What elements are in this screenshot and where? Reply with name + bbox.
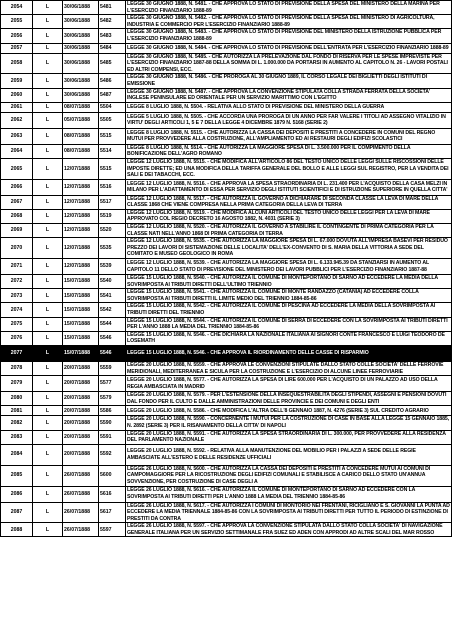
row-description: LEGGE 12 LUGLIO 1888, N. 5535. - CHE AUTORIZZA LA MAGGIORE SPESA DI L. 67.000 DOVUTA ALL'IMPRESA BASEVI PER RESIDUO PREZZO DEI LAVORI DI SISTEMAZIONE DELLE LOCALITA' DELL'EX-CONVENTO DI S. MARIA DELLA VITTORIA A SEDE DEL COMITATO E MUSEO GEOLOGICO IN ROMA: [126, 238, 452, 259]
row-type: L: [33, 465, 63, 486]
row-description: LEGGE 15 LUGLIO 1888, N. 5546. - CHE DICHIARA LA NAZIONALE ITALIANA AI SIGNORI CONTE FRANCESCO E LUIGI TEODORO DE LOSEMATH: [126, 331, 452, 345]
table-row: [1, 102, 452, 112]
row-type: L: [33, 1, 63, 15]
row-date: 15/07/1888: [63, 289, 99, 303]
row-date: 20/07/1888: [63, 416, 99, 430]
row-number: 2069: [1, 224, 33, 238]
row-act-number: 5535: [99, 238, 126, 259]
row-act-number: 5539: [99, 259, 126, 275]
row-act-number: 5519: [99, 209, 126, 223]
row-date: 20/07/1888: [63, 444, 99, 465]
row-type: L: [33, 444, 63, 465]
row-description: LEGGE 12 LUGLIO 1888, N. 5539. - CHE AUTORIZZA LA MAGGIORE SPESA DI L. 6.133.945.39 DA STANZIARSI IN AUMENTO AL CAPITOLO 11 DELLO STATO DI PREVISIONE DEL MINISTERO DEI LAVORI PUBBLICI PER L'ESERCIZIO FINANZIARIO 1887-88: [126, 259, 452, 275]
row-number: 2065: [1, 158, 33, 179]
row-type: L: [33, 179, 63, 195]
row-number: 2086: [1, 486, 33, 502]
table-row: [1, 53, 452, 74]
row-description: LEGGE 20 LUGLIO 1888, N. 5577. - CHE AUTORIZZA LA SPESA DI LIRE 600.000 PER L'ACQUISTO DI UN PALAZZO AD USO DELLA REGIA AMBASCIATA IN MADRID: [126, 376, 452, 392]
row-number: 2058: [1, 53, 33, 74]
row-description: LEGGE 26 LUGLIO 1888, N. 5616. - CHE AUTORIZZA IL COMUNE DI MONTEPORTANO DI SARNO AD ECCEDERE CON LA SOVRIMPOSTA AI TRIBUTI DIRETTI PER L'ANNO 1888 LA MEDIA DEL TRIENNIO 1884-85-86: [126, 486, 452, 502]
table-row: [1, 502, 452, 523]
row-act-number: 5481: [99, 1, 126, 15]
row-number: 2087: [1, 502, 33, 523]
row-type: L: [33, 15, 63, 29]
row-number: 2075: [1, 317, 33, 331]
table-row: [1, 15, 452, 29]
table-row: [1, 303, 452, 317]
row-description: LEGGE 5 LUGLIO 1888, N. 5505. - CHE ACCORDA UNA PROROGA DI UN ANNO PER FAR VALERE I TITOLI AD ASSEGNO VITALIZIO IN VIRTU' DEGLI ARTICOLI 1, 5 E 7 DELLA LEGGE 4 DICEMBRE 1879 N. 5168 (SERIE 2): [126, 112, 452, 128]
row-act-number: 5540: [99, 275, 126, 289]
row-number: 2077: [1, 345, 33, 361]
row-date: 26/07/1888: [63, 502, 99, 523]
row-description: LEGGE 8 LUGLIO 1888, N. 5504. - RELATIVA ALLO STATO DI PREVISIONE DEL MINISTERO DELLA GUERRA: [126, 102, 452, 112]
row-date: 30/06/1888: [63, 1, 99, 15]
row-act-number: 5515: [99, 158, 126, 179]
row-date: 12/07/1888: [63, 158, 99, 179]
row-date: 30/06/1888: [63, 74, 99, 88]
row-date: 20/07/1888: [63, 361, 99, 375]
row-date: 20/07/1888: [63, 430, 99, 444]
row-date: 20/07/1888: [63, 406, 99, 416]
table-row: [1, 43, 452, 53]
table-row: [1, 430, 452, 444]
row-description: LEGGE 20 LUGLIO 1888, N. 5590. - CONCERNENTE I MUTUI PER LA COSTRUZIONE DI CASE IN BASE ALLA LEGGE 15 GENNAIO 1885, N. 2892 (SERIE 3) PER IL RISANAMENTO DELLA CITTA' DI NAPOLI: [126, 416, 452, 430]
row-act-number: 5591: [99, 430, 126, 444]
row-number: 2072: [1, 275, 33, 289]
row-description: LEGGE 15 LUGLIO 1888, N. 5541. - CHE AUTORIZZA IL COMUNE DI MONTE RANDAZZO (CATANIA) AD ECCEDERE COLLA SOVRIMPOSTA AI TRIBUTI DIRETTI IL LIMITE MEDIO DEL TRIENNIO 1884-85-86: [126, 289, 452, 303]
row-type: L: [33, 209, 63, 223]
table-row: [1, 112, 452, 128]
row-number: 2073: [1, 289, 33, 303]
table-row: [1, 195, 452, 209]
row-type: L: [33, 128, 63, 144]
row-number: 2057: [1, 43, 33, 53]
row-type: L: [33, 376, 63, 392]
row-type: L: [33, 259, 63, 275]
row-description: LEGGE 20 LUGLIO 1888, N. 5586. - CHE MODIFICA L'ALTRA DELL'8 GENNAIO 1887, N. 4276 (SERIE 3) SUL CREDITO AGRARIO: [126, 406, 452, 416]
row-act-number: 5544: [99, 317, 126, 331]
row-description: LEGGE 26 LUGLIO 1888, N. 5600. - CHE AUTORIZZA LA CASSA DEI DEPOSITI E PRESTITI A CONCEDERE MUTUI AI COMUNI DI CAMPOMAGGIORE PER LA RICOSTRUZIONE DEGLI EDIFIZI COMUNALI E STABILISCE A CARICO DELLO STATO UN'ANNUA SOVVENZIONE, PER COSTRUZIONE DI CASE DEGLI A: [126, 465, 452, 486]
table-row: [1, 361, 452, 375]
table-row: [1, 486, 452, 502]
row-act-number: 5590: [99, 416, 126, 430]
row-description: LEGGE 20 LUGLIO 1888, N. 5592. - RELATIVA ALLA MANUTENZIONE DEL MOBILIO PER I PALAZZI A SEDE DELLE REGIE AMBASCIATE ALL'ESTERO E DELLE RESIDENZE UFFICIALI: [126, 444, 452, 465]
table-row: [1, 158, 452, 179]
row-description: LEGGE 15 LUGLIO 1888, N. 5544. - CHE AUTORIZZA IL COMUNE DI SERRA DI ECCEDERE CON LA SOVRIMPOSTA AI TRIBUTI DIRETTI PER L'ANNO 1888 LA MEDIA DEL TRIENNIO 1884-85-86: [126, 317, 452, 331]
row-number: 2080: [1, 392, 33, 406]
row-number: 2056: [1, 29, 33, 43]
register-rows: [1, 1, 452, 537]
row-type: L: [33, 523, 63, 537]
table-row: [1, 224, 452, 238]
row-act-number: 5617: [99, 502, 126, 523]
row-act-number: 5600: [99, 465, 126, 486]
table-row: [1, 406, 452, 416]
table-row: [1, 259, 452, 275]
row-date: 30/06/1888: [63, 88, 99, 102]
row-date: 15/07/1888: [63, 303, 99, 317]
row-number: 2070: [1, 238, 33, 259]
row-act-number: 5546: [99, 331, 126, 345]
row-act-number: 5579: [99, 392, 126, 406]
table-row: [1, 345, 452, 361]
row-description: LEGGE 12 LUGLIO 1888, N. 5516. - CHE APPROVA LA SPESA STRAORDINARIA DI L. 231.400 PER L'ACQUISTO DELLA CASA MELZI IN MILANO PER L'ADATTAMENTO DI ESSA PER SERVIZIO DEGLI ISTITUTI SCIENTIFICI E DI ISTRUZIONE SUPERIORE IN QUELLA CITTA': [126, 179, 452, 195]
row-number: 2074: [1, 303, 33, 317]
row-act-number: 5483: [99, 29, 126, 43]
row-date: 12/07/1888: [63, 179, 99, 195]
table-row: [1, 144, 452, 158]
row-type: L: [33, 29, 63, 43]
row-date: 15/07/1888: [63, 331, 99, 345]
row-type: L: [33, 74, 63, 88]
row-type: L: [33, 331, 63, 345]
row-type: L: [33, 345, 63, 361]
table-row: [1, 465, 452, 486]
row-date: 12/07/1888: [63, 209, 99, 223]
row-date: 30/06/1888: [63, 15, 99, 29]
row-number: 2076: [1, 331, 33, 345]
row-description: LEGGE 12 LUGLIO 1888, N. 5520. - CHE AUTORIZZA IL GOVERNO A STABILIRE IL CONTINGENTE DI PRIMA CATEGORIA PER LA CLASSE NATI NELL'ANNO 1868 DI PRIMA CATEGORIA DI TERRA: [126, 224, 452, 238]
row-number: 2062: [1, 112, 33, 128]
row-date: 30/06/1888: [63, 43, 99, 53]
row-act-number: 5486: [99, 74, 126, 88]
row-type: L: [33, 195, 63, 209]
row-type: L: [33, 112, 63, 128]
row-type: L: [33, 88, 63, 102]
row-type: L: [33, 406, 63, 416]
row-number: 2068: [1, 209, 33, 223]
row-description: LEGGE 8 LUGLIO 1888, N. 5515. - CHE AUTORIZZA LA CASSA DEI DEPOSITI E PRESTITI A CONCEDERE IN COMUNI DEL REGNO MUTUI PER PROVVEDERE ALLA COSTRUZIONE, ALL'AMPLIAMENTO ED AI RESTAURI DEGLI EDIFIZI SCOLASTICI: [126, 128, 452, 144]
row-date: 30/06/1888: [63, 29, 99, 43]
row-date: 26/07/1888: [63, 465, 99, 486]
row-date: 12/07/1888: [63, 238, 99, 259]
row-number: 2083: [1, 430, 33, 444]
row-number: 2055: [1, 15, 33, 29]
table-row: [1, 444, 452, 465]
row-date: 15/07/1888: [63, 317, 99, 331]
row-type: L: [33, 317, 63, 331]
table-row: [1, 376, 452, 392]
row-type: L: [33, 430, 63, 444]
row-type: L: [33, 158, 63, 179]
row-act-number: 5616: [99, 486, 126, 502]
row-description: LEGGE 20 LUGLIO 1888, N. 5591. - CHE AUTORIZZA LA SPESA STRAORDINARIA DI L. 300.000, PER PROVVEDERE ALLA RESIDENZA DEL PARLAMENTO NAZIONALE: [126, 430, 452, 444]
row-description: LEGGE 20 LUGLIO 1888, N. 5579. - PER L'ESTENSIONE DELLA INSEQUESTRABILITA DEGLI STIPENDI, ASSEGNI E PENSIONI DOVUTI DAL FONDO PER IL CULTO E DALLE AMMINISTRAZIONI DELLE PROVINCIE E DEI COMUNI E DEGLI ENTI: [126, 392, 452, 406]
row-act-number: 5485: [99, 53, 126, 74]
row-act-number: 5541: [99, 289, 126, 303]
table-row: [1, 523, 452, 537]
row-date: 20/07/1888: [63, 376, 99, 392]
row-type: L: [33, 144, 63, 158]
row-date: 15/07/1888: [63, 275, 99, 289]
row-type: L: [33, 53, 63, 74]
table-row: [1, 416, 452, 430]
row-type: L: [33, 102, 63, 112]
row-act-number: 5546: [99, 345, 126, 361]
table-row: [1, 317, 452, 331]
row-act-number: 5597: [99, 523, 126, 537]
row-number: 2085: [1, 465, 33, 486]
row-date: 30/06/1888: [63, 53, 99, 74]
table-row: [1, 179, 452, 195]
row-date: 26/07/1888: [63, 523, 99, 537]
row-date: 08/07/1888: [63, 102, 99, 112]
row-number: 2063: [1, 128, 33, 144]
table-row: [1, 29, 452, 43]
row-number: 2081: [1, 406, 33, 416]
row-date: 12/07/1888: [63, 195, 99, 209]
row-date: 20/07/1888: [63, 392, 99, 406]
row-type: L: [33, 224, 63, 238]
row-type: L: [33, 361, 63, 375]
row-description: LEGGE 30 GIUGNO 1888, N. 5485. - CHE AUTORIZZA LA PRELEVAZIONE DAL FONDO DI RISERVA PER LE SPESE IMPREVISTE PER L'ESERCIZIO FINANZIARIO 1887-88 DELLA SOMMA DI L. 1.000.000 DA PORTARSI IN AUMENTO AL CAPITOLO N. 26 - LAVORI POSTALI ED ALTRI COMPENSI, ECC.: [126, 53, 452, 74]
table-row: [1, 289, 452, 303]
row-act-number: 5514: [99, 144, 126, 158]
row-act-number: 5516: [99, 179, 126, 195]
row-act-number: 5592: [99, 444, 126, 465]
row-act-number: 5559: [99, 361, 126, 375]
row-number: 2066: [1, 179, 33, 195]
row-act-number: 5482: [99, 15, 126, 29]
row-act-number: 5520: [99, 224, 126, 238]
row-date: 08/07/1888: [63, 144, 99, 158]
table-row: [1, 1, 452, 15]
row-date: 15/07/1888: [63, 345, 99, 361]
row-type: L: [33, 486, 63, 502]
row-number: 2064: [1, 144, 33, 158]
row-act-number: 5505: [99, 112, 126, 128]
row-type: L: [33, 303, 63, 317]
row-number: 2088: [1, 523, 33, 537]
row-act-number: 5504: [99, 102, 126, 112]
row-description: LEGGE 12 LUGLIO 1888, N. 5519. - CHE MODIFICA ALCUNI ARTICOLI DEL TESTO UNICO DELLE LEGGI PER LA LEVA DI MARE APPROVATO COL REGIO DECRETO 16 AGOSTO 1882, N. 4031 (SERIE 3): [126, 209, 452, 223]
row-number: 2061: [1, 102, 33, 112]
table-row: [1, 88, 452, 102]
table-row: [1, 392, 452, 406]
row-number: 2054: [1, 1, 33, 15]
row-description: LEGGE 15 LUGLIO 1888, N. 5542. - CHE AUTORIZZA IL COMUNE DI PESCINA AD ECCEDERE LA MEDIA DELLA SOVRIMPOSTA AI TRIBUTI DIRETTI DEL TRIENNIO: [126, 303, 452, 317]
row-type: L: [33, 416, 63, 430]
row-act-number: 5515: [99, 128, 126, 144]
row-type: L: [33, 392, 63, 406]
row-act-number: 5484: [99, 43, 126, 53]
table-row: [1, 331, 452, 345]
row-description: LEGGE 15 LUGLIO 1888, N. 5546. - CHE APPROVA IL RIORDINAMENTO DELLE CASSE DI RISPARMIO: [126, 345, 452, 361]
row-description: LEGGE 30 GIUGNO 1888, N. 5487. - CHE APPROVA LA CONVENZIONE STIPULATA COLLA STRADA FERRATA DELLA SOCIETA' INGLESE PENINSULARE ED ORIENTALE PER UN SERVIZIO MARITTIMO CON L'EGITTO: [126, 88, 452, 102]
row-number: 2082: [1, 416, 33, 430]
row-date: 08/07/1888: [63, 128, 99, 144]
row-description: LEGGE 20 LUGLIO 1888, N. 5559. - CHE APPROVA LE CONVENZIONI STIPULATE DALLO STATO COLLE SOCIETA' DELLE FERROVIE MERIDIONALI, MEDITERRANEA E SICULA PER LA COSTRUZIONE E L'ESERCIZIO DI ALCUNE LINEE FERROVIARIE: [126, 361, 452, 375]
row-date: 26/07/1888: [63, 486, 99, 502]
row-type: L: [33, 275, 63, 289]
row-description: LEGGE 12 LUGLIO 1888, N. 5517. - CHE AUTORIZZA IL GOVERNO A DICHIARARE DI SECONDA CLASSE LA LEVA DI MARE DELLA CLASSE 1868 CHE VIENE COMPRESA NELLA PRIMA CATEGORIA DELLA LEVA DI TERRA: [126, 195, 452, 209]
row-type: L: [33, 238, 63, 259]
row-act-number: 5586: [99, 406, 126, 416]
row-number: 2084: [1, 444, 33, 465]
row-number: 2059: [1, 74, 33, 88]
row-description: LEGGE 30 GIUGNO 1888, N. 5484. - CHE APPROVA LO STATO DI PREVISIONE DELL'ENTRATA PER L'ESERCIZIO FINANZIARIO 1888-89: [126, 43, 452, 53]
row-date: 05/07/1888: [63, 112, 99, 128]
row-act-number: 5542: [99, 303, 126, 317]
row-act-number: 5577: [99, 376, 126, 392]
row-number: 2060: [1, 88, 33, 102]
row-description: LEGGE 26 LUGLIO 1888, N. 5617. - CHE AUTORIZZA I COMUNI DI MONTORIO NEI FRENTANI, RICIGLIANO E S. GIOVANNI LA PUNTA AD ECCEDERE LA MEDIA TRIENNALE 1884-85-86 CON LA SOVRIMPOSTA AI TRIBUTI DIRETTI PER TUTTO IL PERIODO DI ESTINZIONE DI PRESTITI DA CONTRA: [127, 502, 450, 522]
row-description: LEGGE 8 LUGLIO 1888, N. 5514. - CHE AUTORIZZA LA MAGGIORE SPESA DI L. 3.500.000 PER IL COMPIMENTO DELLA BONIFICAZIONE DELL'AGRO ROMANO: [126, 144, 452, 158]
table-row: [1, 209, 452, 223]
row-number: 2078: [1, 361, 33, 375]
row-description: LEGGE 30 GIUGNO 1888, N. 5483. - CHE APPROVA LO STATO DI PREVISIONE DEL MINISTERO DELLA ISTRUZIONE PUBBLICA PER L'ESERCIZIO FINANZIARIO 1888-89: [126, 29, 452, 43]
row-act-number: 5517: [99, 195, 126, 209]
table-row: [1, 74, 452, 88]
table-row: [1, 238, 452, 259]
row-date: 12/07/1888: [63, 259, 99, 275]
row-type: L: [33, 289, 63, 303]
row-number: 2071: [1, 259, 33, 275]
row-description: LEGGE 15 LUGLIO 1888, N. 5540. - CHE AUTORIZZA IL COMUNE DI MONTEPORTANO DI SARNO AD ECCEDERE LA MEDIA DELLA SOVRIMPOSTA AI TRIBUTI DIRETTI DELL'ULTIMO TRIENNIO: [126, 275, 452, 289]
row-type: L: [33, 502, 63, 523]
row-description: LEGGE 30 GIUGNO 1888, N. 5486. - CHE PROROGA AL 30 GIUGNO 1889, IL CORSO LEGALE DEI BIGLIETTI DEGLI ISTITUTI DI EMISSIONE: [126, 74, 452, 88]
row-number: 2067: [1, 195, 33, 209]
row-description: LEGGE 30 GIUGNO 1888, N. 5482. - CHE APPROVA LO STATO DI PREVISIONE DELLA SPESA DEL MINISTERO DI AGRICOLTURA, INDUSTRIA E COMMERCIO PER L'ESERCIZIO FINANZIARIO 1888-89: [126, 15, 452, 29]
row-type: L: [33, 43, 63, 53]
row-date: 12/07/1888: [63, 224, 99, 238]
row-description: LEGGE 30 GIUGNO 1888, N. 5481. - CHE APPROVA LO STATO DI PREVISIONE DELLA SPESA DEL MINISTERO DELLA MARINA PER L'ESERCIZIO FINANZIARIO 1888-89: [126, 1, 452, 15]
table-row: [1, 128, 452, 144]
row-number: 2079: [1, 376, 33, 392]
row-description: LEGGE 26 LUGLIO 1888, N. 5597. - CHE APPROVA LA CONVENZIONE STIPULATA DALLO STATO COLLA SOCIETA' DI NAVIGAZIONE GENERALE ITALIANA PER UN SERVIZIO SETTIMANALE FRA SUEZ ED ADEN CON APPRODI AD ALTRE SCALI DEL MAR ROSSO: [126, 523, 452, 537]
row-act-number: 5487: [99, 88, 126, 102]
table-row: [1, 275, 452, 289]
row-description: LEGGE 12 LUGLIO 1888, N. 5515. - CHE MODIFICA ALL'ARTICOLO 86 DEL TESTO UNICO DELLE LEGGI SULLE RISCOSSIONI DELLE IMPOSTE DIRETTE; ED UNA MODIFICA DELLA TARIFFA GENERALE DEL BOLLO E ALLE LEGGI SUL REGISTRO, PER LA VENDITA DEI SALI E DEI TABACCHI, ECC.: [126, 158, 452, 179]
